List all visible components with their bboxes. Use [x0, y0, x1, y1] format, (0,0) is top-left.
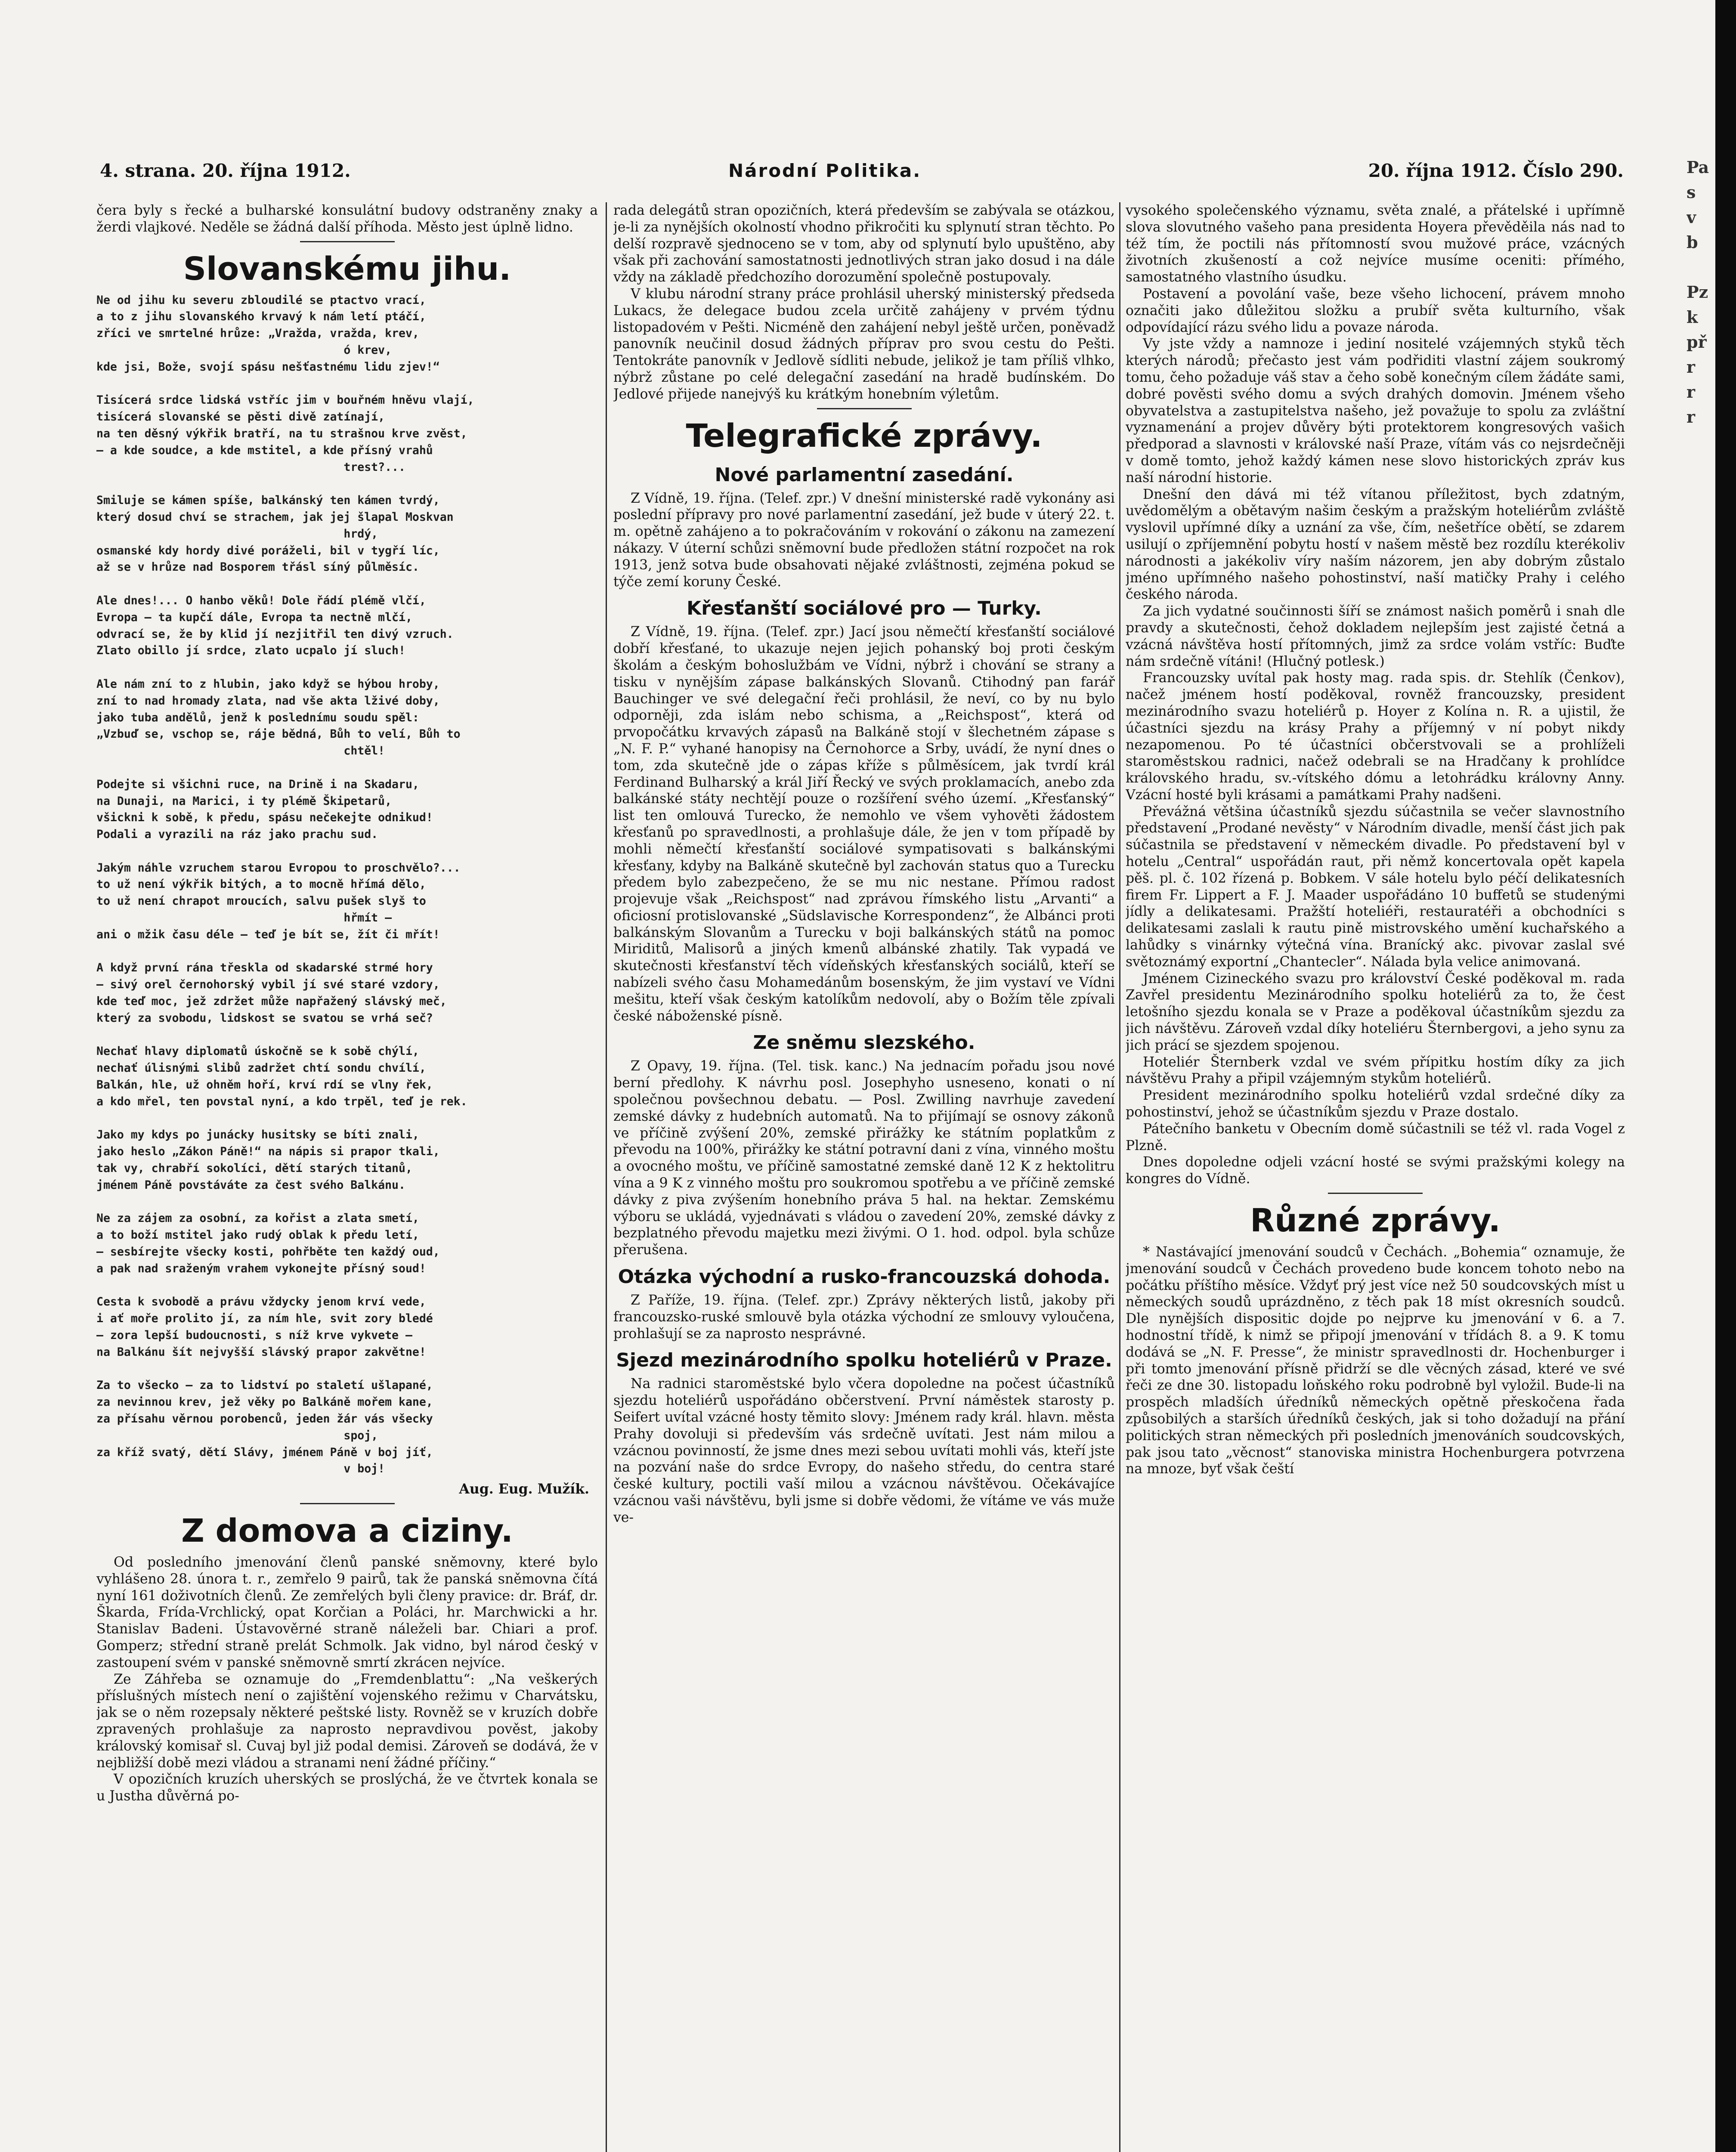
- news-paragraph: Jménem Cizineckého svazu pro království České poděkoval m. rada Zavřel presidentu Mezinárodního spolku hoteliérů za to, že čest letošního sjezdu konala se v Praze a poděkoval účastníkům sjezdu za jich návštěvu. Zároveň vzdal díky hoteliéru Šternbergovi, a jeho synu za jich prácí se sjezdem spojenou.: [1126, 971, 1625, 1053]
- news-paragraph: Převážná většina účastníků sjezdu súčastnila se večer slavnostního představení „Prodané nevěsty“ v Národním divadle, menší část jich pak súčastnila se představení v německém divadle. Po představení byl v hotelu „Central“ uspořádán raut, při němž koncertovala opět kapela pěš. pl. č. 102 řízená p. Bobkem. V sále hotelu bylo péčí delikatesních firem Fr. Lippert a F. J. Maader uspořádáno 10 buffetů se studenými jídly a delikatesami. Pražští hoteliéři, restauratéři a obchodníci s delikatesami zaslali k rautu pině mistrovského umění kuchařského a lahůdky s vinárnky výtečná vína. Branícký akc. pivovar zaslal své světoznámý exportní „Chantecler“. Nálada byla velice animovaná.: [1126, 804, 1625, 970]
- news-paragraph: * Nastávající jmenování soudců v Čechách. „Bohemia“ oznamuje, že jmenování soudců v Čechách provedeno bude koncem tohoto nebo na počátku příštího měsíce. Vždyť prý jest více než 50 soudcovských míst u německých soudů uprázdněno, z těch pak 18 míst okresních soudců. Dle nynějších dispositic dojde po nejprve ku jmenování v 6. a 7. hodnostní třídě, k nimž se připojí jmenování v třídách 8. a 9. K tomu dodává se „N. F. Presse“, že ministr spravedlnosti dr. Hochenburger i při tomto jmenování přísně přidrží se dle věcných zásad, které ve své řeči ze dne 30. listopadu loňského roku podrobně byl vyložil. Bude-li na prospěch mladších úředníků německých opětně přeskočena řada způsobilých a starších úředníků českých, jak si toho dožadují na přání politických stran německých při posledních jmenováních soudcovských, pak jsou tato „věcnost“ stanoviska ministra Hochenburgera potvrzena na mnoze, byť však čeští: [1126, 1244, 1625, 1477]
- news-paragraph: Za jich vydatné součinnosti šíří se známost našich poměrů i snah dle pravdy a skutečnosti, čehož dokladem nejlepším jest zajisté četná a vzácná návštěva hostí přítomných, jimž za srdce volám vstříc: Buďte nám srdečně vítáni! (Hlučný potlesk.): [1126, 603, 1625, 669]
- news-paragraph: Z Paříže, 19. října. (Telef. zpr.) Zprávy některých listů, jakoby při francouzsko-ruské smlouvě byla otázka východní ze smlouvy vyloučena, prohlašují se za naprosto nesprávné.: [613, 1292, 1115, 1342]
- news-paragraph: Na radnici staroměstské bylo včera dopoledne na počest účastníků sjezdu hoteliérů uspořádáno občerstvení. První náměstek starosty p. Seifert uvítal vzácné hosty těmito slovy: Jménem rady král. hlavn. města Prahy dovoluji si především vás srdečně uvítati. Jest nám milou a vzácnou povinností, že jsme dnes mezi sebou uvítati mohli vás, kteří jste na pozvání naše do srdce Evropy, do našeho středu, do centra staré české kultury, poctili vaší milou a vzácnou návštěvou. Očekávajíce vzácnou vaši návštěvu, byli jsme si dobře vědomi, že vítáme ve vás muže ve-: [613, 1376, 1115, 1525]
- news-paragraph: Pátečního banketu v Obecním domě súčastnili se též vl. rada Vogel z Plzně.: [1126, 1121, 1625, 1153]
- news-paragraph: V opozičních kruzích uherských se proslýchá, že ve čtvrtek konala se u Justha důvěrná po-: [96, 1772, 598, 1804]
- news-paragraph: Dnes dopoledne odjeli vzácní hosté se svými pražskými kolegy na kongres do Vídně.: [1126, 1154, 1625, 1187]
- news-paragraph: Dnešní den dává mi též vítanou příležitost, bych zdatným, uvědomělým a obětavým našim českým a pražským hoteliérům zvláště vyslovil upřímné díky a uznání za vše, čím, nešetříce obětí, se zdarem usilují o zpříjemnění pobytu hostí v našem městě bez rozdílu kterékoliv národnosti a jakékoliv víry naším názorem, jen aby dobrým zůstalo jméno upřímného našeho pohostinství, naší matičky Prahy i celého českého národa.: [1126, 486, 1625, 603]
- section-heading: Telegrafické zprávy.: [686, 417, 1043, 455]
- news-paragraph: Z Vídně, 19. října. (Telef. zpr.) V dnešní ministerské radě vykonány asi poslední přípravy pro nové parlamentní zasedání, jež bude v úterý 22. t. m. opětně zahájeno a to pokračováním v rokování o zákonu na zamezení nákazy. V úterní schůzi sněmovní bude předložen státní rozpočet na rok 1913, jenž sotva bude obsahovati nějaké zvláštnosti, zejména pokud se týče zemí koruny České.: [613, 490, 1115, 590]
- news-paragraph: V klubu národní strany práce prohlásil uherský ministerský předseda Lukacs, že delegace budou zcela určitě zahájeny v prvém týdnu listopadovém v Pešti. Nicméně den zahájení nebyl ještě určen, poněvadž panovník neučinil dosud žádných příprav pro svou cestu do Pešti. Tentokráte panovník v Jedlově sídliti nebude, jelikož je tam příliš vlhko, nýbrž zůstane po celé delegační zasedání na hradě budínském. Do Jedlové přijede nanejvýš ku krátkým honebním výletům.: [613, 286, 1115, 402]
- section-heading: Různé zprávy.: [1250, 1202, 1501, 1240]
- article-continuation: rada delegátů stran opozičních, která především se zabývala se otázkou, je-li za nynějších okolností vhodno přikročiti ku splynutí stran těchto. Po delší rozpravě sjednoceno se v tom, aby od splynutí bylo upuštěno, aby však při zachování samostatnosti jednotlivých stran jako dosud i na dále vždy na základě předchozího dorozumění společně postupovaly.: [613, 203, 1115, 285]
- news-paragraph: Z Opavy, 19. října. (Tel. tisk. kanc.) Na jednacím pořadu jsou nové berní předlohy. K návrhu posl. Josephyho usneseno, konati o ní společnou povšechnou debatu. — Posl. Zwilling navrhuje zavedení zemské dávky z hudebních automatů. Na to přijímají se osnovy zákonů ve příčině zvýšení 20%, zemské přirážky ke státním poplatkům z převodu na 100%, přirážky ke státní potravní dani z vína, vinného moštu a ovocného moštu, ve příčině samostatné zemské daně 12 K z hektolitru vína a 9 K z vinného moštu pro soukromou spotřebu a ve příčině zemské dávky z piva zvýšením honebního práva 5 hal. na hektar. Zemskému výboru se ukládá, vyjednávati s vládou o zavedení 20%, zemské dávky z bezplatného převodu majetku mezi živými. O 1. hod. odpol. byla schůze přerušena.: [613, 1058, 1115, 1258]
- section-heading: Z domova a ciziny.: [181, 1512, 513, 1549]
- news-paragraph: Francouzsky uvítal pak hosty mag. rada spis. dr. Stehlík (Čenkov), načež jménem hostí poděkoval, rovněž francouzsky, president mezinárodního svazu hoteliérů p. Hoyer z Kolína n. R. a ujistil, že účastníci sjezdu na krásy Prahy a příjemný v ní pobyt nikdy nezapomenou. Po té účastníci občerstvovali se a prohlíželi staroměstskou radnici, načež odebrali se na Hradčany k prohlídce královského hradu, sv.-vítského dómu a letohrádku královny Anny. Vzácní hosté byli krásami a památkami Prahy nadšeni.: [1126, 670, 1625, 803]
- news-paragraph: Postavení a povolání vaše, beze všeho lichocení, právem mnoho označiti jako důležitou složku a prubíř světa kulturního, však odpovídající rázu svého lidu a povaze národa.: [1126, 286, 1625, 335]
- section-separator: [817, 408, 912, 409]
- article-heading: Ze sněmu slezského.: [753, 1032, 975, 1054]
- article-heading: Otázka východní a rusko-francouzská dohoda.: [618, 1266, 1111, 1288]
- section-separator: [300, 241, 395, 242]
- page-header: [100, 160, 1624, 190]
- news-paragraph: Od posledního jmenování členů panské sněmovny, které bylo vyhlášeno 28. února t. r., zemřelo 9 pairů, tak že panská sněmovna čítá nyní 161 doživotních členů. Ze zemřelých byli členy pravice: dr. Bráf, dr. Škarda, Frída-Vrchlický, opat Korčian a Poláci, hr. Marchwicki a hr. Stanislav Badeni. Ústavověrné straně náleželi bar. Chiari a prof. Gomperz; střední straně prelát Schmolk. Jak vidno, byl národ český v zastoupení svém v panské sněmovně smrtí zkrácen nejvíce.: [96, 1554, 598, 1670]
- article-heading: Křesťanští sociálové pro — Turky.: [687, 597, 1042, 620]
- column-1: [96, 202, 598, 2152]
- masthead-title: Národní Politika.: [728, 160, 922, 181]
- article-heading: Nové parlamentní zasedání.: [715, 464, 1014, 486]
- header-date-issue: 20. října 1912. Číslo 290.: [1368, 160, 1624, 181]
- news-paragraph: Hoteliér Šternberk vzdal ve svém přípitku hostím díky za jich návštěvu Prahy a připil vzájemným stykům hoteliérů.: [1126, 1054, 1625, 1087]
- column-divider: [1119, 202, 1120, 2152]
- article-continuation: vysokého společenského významu, světa znalé, a přátelské i upřímně slova slovutného vašeho pana presidenta Hoyera převěděila nás nad to též tím, že poctili nás přítomností svou mužové práce, vzácných životních zkušeností a což nejvíce musíme oceniti: přímého, samostatného vlastního úsudku.: [1126, 203, 1625, 285]
- header-date-left: 4. strana. 20. října 1912.: [100, 160, 351, 181]
- column-2: [613, 202, 1115, 2152]
- column-divider: [606, 202, 607, 2152]
- section-separator: [300, 1503, 395, 1504]
- news-paragraph: President mezinárodního spolku hoteliérů vzdal srdečné díky za pohostinství, jehož se účastníkům sjezdu v Praze dostalo.: [1126, 1088, 1625, 1120]
- adjacent-page-bleed-text: Pa s v b Pz k př r r r: [1686, 158, 1709, 427]
- column-3: [1126, 202, 1625, 2152]
- section-separator: [1328, 1193, 1423, 1194]
- scan-right-border: [1715, 0, 1736, 2152]
- news-paragraph: Vy jste vždy a namnoze i jediní nositelé vzájemných styků těch kterých národů; přečasto jest vám podřiditi vlastní zájem soukromý tomu, čeho požaduje váš stav a čeho sobě konečným cílem žádáte sami, dobré pověsti svého domu a svých drahých domovin. Jménem všeho obyvatelstva a zastupitelstva našeho, jež považuje to spolu za zvláštní vyznamenání a projev důvěry býti protektorem kongresových vašich předporad a slavnosti v královské naší Praze, vítám vás co nejsrdečněji v domě tomto, jehož každý kámen nese slovo historických zpráv kus naší národní historie.: [1126, 336, 1625, 485]
- article-continuation: čera byly s řecké a bulharské konsulátní budovy odstraněny znaky a žerdi vlajkové. Neděle se žádná další příhoda. Město jest úplně lidno.: [96, 203, 598, 235]
- poem-signature: Aug. Eug. Mužík.: [459, 1481, 589, 1497]
- poem-title: Slovanskému jihu.: [183, 250, 511, 288]
- poem-body: Ne od jihu ku severu zbloudilé se ptactvo vrací, a to z jihu slovanského krvavý k nám letí ptáčí, zříci ve smrtelné hrůze: „Vražda, vražda, krev, ó krev, kde jsi, Bože, svojí spásu nešťastnému lidu zjev!“ Tisícerá srdce lidská vstříc jim v bouřném hněvu vlají, tisícerá slovanské se pěsti divě zatínají, na ten děsný výkřik bratří, na tu strašnou krve zvěst, — a kde soudce, a kde mstitel, a kde přísný vrahů trest?... Smiluje se kámen spíše, balkánský ten kámen tvrdý, který dosud chví se strachem, jak jej šlapal Moskvan hrdý, osmanské kdy hordy divé poráželi, bil v tygří líc, až se v hrůze nad Bosporem třásl síný půlměsíc. Ale dnes!... O hanbo věků! Dole řádí plémě vlčí, Evropa — ta kupčí dále, Evropa ta nectně mlčí, odvrací se, že by klid jí nezjitřil ten divý vzruch. Zlato obillo jí srdce, zlato ucpalo jí sluch! Ale nám zní to z hlubin, jako když se hýbou hroby, zní to nad hromady zlata, nad vše akta lživé doby, jako tuba andělů, jenž k poslednímu soudu spěl: „Vzbuď se, vschop se, ráje bědná, Bůh to velí, Bůh to chtěl! Podejte si všichni ruce, na Drině i na Skadaru, na Dunaji, na Marici, i ty plémě Škipetarů, všickni k sobě, k předu, spásu nečekejte odnikud! Podali a vyrazili na ráz jako prachu sud. Jakým náhle vzruchem starou Evropou to proschvělo?... to už není výkřik bitých, a to mocně hřímá dělo, to už není chrapot mroucích, salvu pušek slyš to hřmít — ani o mžik času déle — teď je bít se, žít či mřít! A když první rána třeskla od skadarské strmé hory — sivý orel černohorský vybil jí své staré vzdory, kde teď moc, jež zdržet může napřažený slávský meč, který za svobodu, lidskost se svatou se vrhá seč? Nechať hlavy diplomatů úskočně se k sobě chýlí, nechať úlisnými slibů zadržet chtí sondu chvílí, Balkán, hle, už ohněm hoří, krví rdí se vlny řek, a kdo mřel, ten povstal nyní, a kdo trpěl, teď je rek. Jako my kdys po junácky husitsky se bíti znali, jako heslo „Zákon Páně!“ na nápis si prapor tkali, tak vy, chrabří sokolíci, dětí starých titanů, jménem Páně povstáváte za čest svého Balkánu. Ne za zájem za osobní, za kořist a zlata smetí, a to boží mstitel jako rudý oblak k předu letí, — sesbírejte všecky kosti, pohřběte ten každý oud, a pak nad sraženým vrahem vykonejte přísný soud! Cesta k svobodě a právu vždycky jenom krví vede, i ať moře prolito jí, za ním hle, svit zory bledé — zora lepší budoucnosti, s níž krve vykvete — na Balkánu šít nejvyšší slávský prapor zakvětne! Za to všecko — za to lidství po staletí ušlapané, za nevinnou krev, jež věky po Balkáně mořem kane, za přísahu věrnou porobenců, jeden žár vás všecky spoj, za kříž svatý, dětí Slávy, jménem Páně v boj jíť, v boj!: [96, 293, 474, 1476]
- article-heading: Sjezd mezinárodního spolku hoteliérů v Praze.: [616, 1349, 1112, 1372]
- news-paragraph: Ze Záhřeba se oznamuje do „Fremdenblattu“: „Na veškerých příslušných místech není o zajištění vojenského režimu v Charvátsku, jak se o něm rozepsaly některé peštské listy. Rovněž se v kruzích dobře zpravených prohlašuje za naprosto nepravdivou pověst, jakoby královský komisař sl. Cuvaj byl již podal demisi. Zároveň se dodává, že v nejbližší době mezi vládou a stranami není žádné příčiny.“: [96, 1671, 598, 1771]
- news-paragraph: Z Vídně, 19. října. (Telef. zpr.) Jací jsou němečtí křesťanští sociálové dobří křesťané, to ukazuje nejen jejich pohanský boj proti českým školám a českým bohoslužbám ve Vídni, nýbrž i chování se strany a tisku v nynějším zápase balkánských Slovanů. Ctihodný pan farář Bauchinger ve své delegační řeči prohlásil, že neví, co by nu bylo odporněji, zda islám nebo schisma, a „Reichspost“, která od prvopočátku krvavých zápasů na Balkáně stojí v šlechetném zápase s „N. F. P.“ vyhané hanopisy na Černohorce a Srby, uvádí, že nyní dnes o tom, zda skutečně jde o zápas kříže s půlměsícem, jak tvrdí král Ferdinand Bulharský a král Jiří Řecký ve svých proklamacích, anebo zda balkánské státy nechtějí pouze o rozšíření svého území. „Křesťanský“ list ten omlouvá Turecko, že nemohlo ve všem vyhověti žádostem křesťanů po spravedlnosti, a prohlašuje dále, že jen v tom případě by mohli němečtí křesťanští sociálové sympatisovati s balkánskými křesťany, kdyby na Balkáně skutečně byl zachován status quo a Turecku předem bylo zabezpečeno, že se mu nic nestane. Přímou radost projevuje však „Reichspost“ nad zprávou římského listu „Arvanti“ a oficiosní protislovanské „Südslavische Korrespondenz“, že Albánci proti balkánským Slovanům a Turecku v boji balkánských států na pomoc Miriditů, Malisorů a jiných kmenů albánské zhatily. Tak vypadá ve skutečnosti křesťanství těch vídeňských křesťanských sociálů, kteří se nabízeli svého času Mohamedánům bosenským, že jim vystaví ve Vídni mešitu, kteří však českým katolíkům nedovolí, aby o Božím těle zpívali české náboženské písně.: [613, 624, 1115, 1024]
